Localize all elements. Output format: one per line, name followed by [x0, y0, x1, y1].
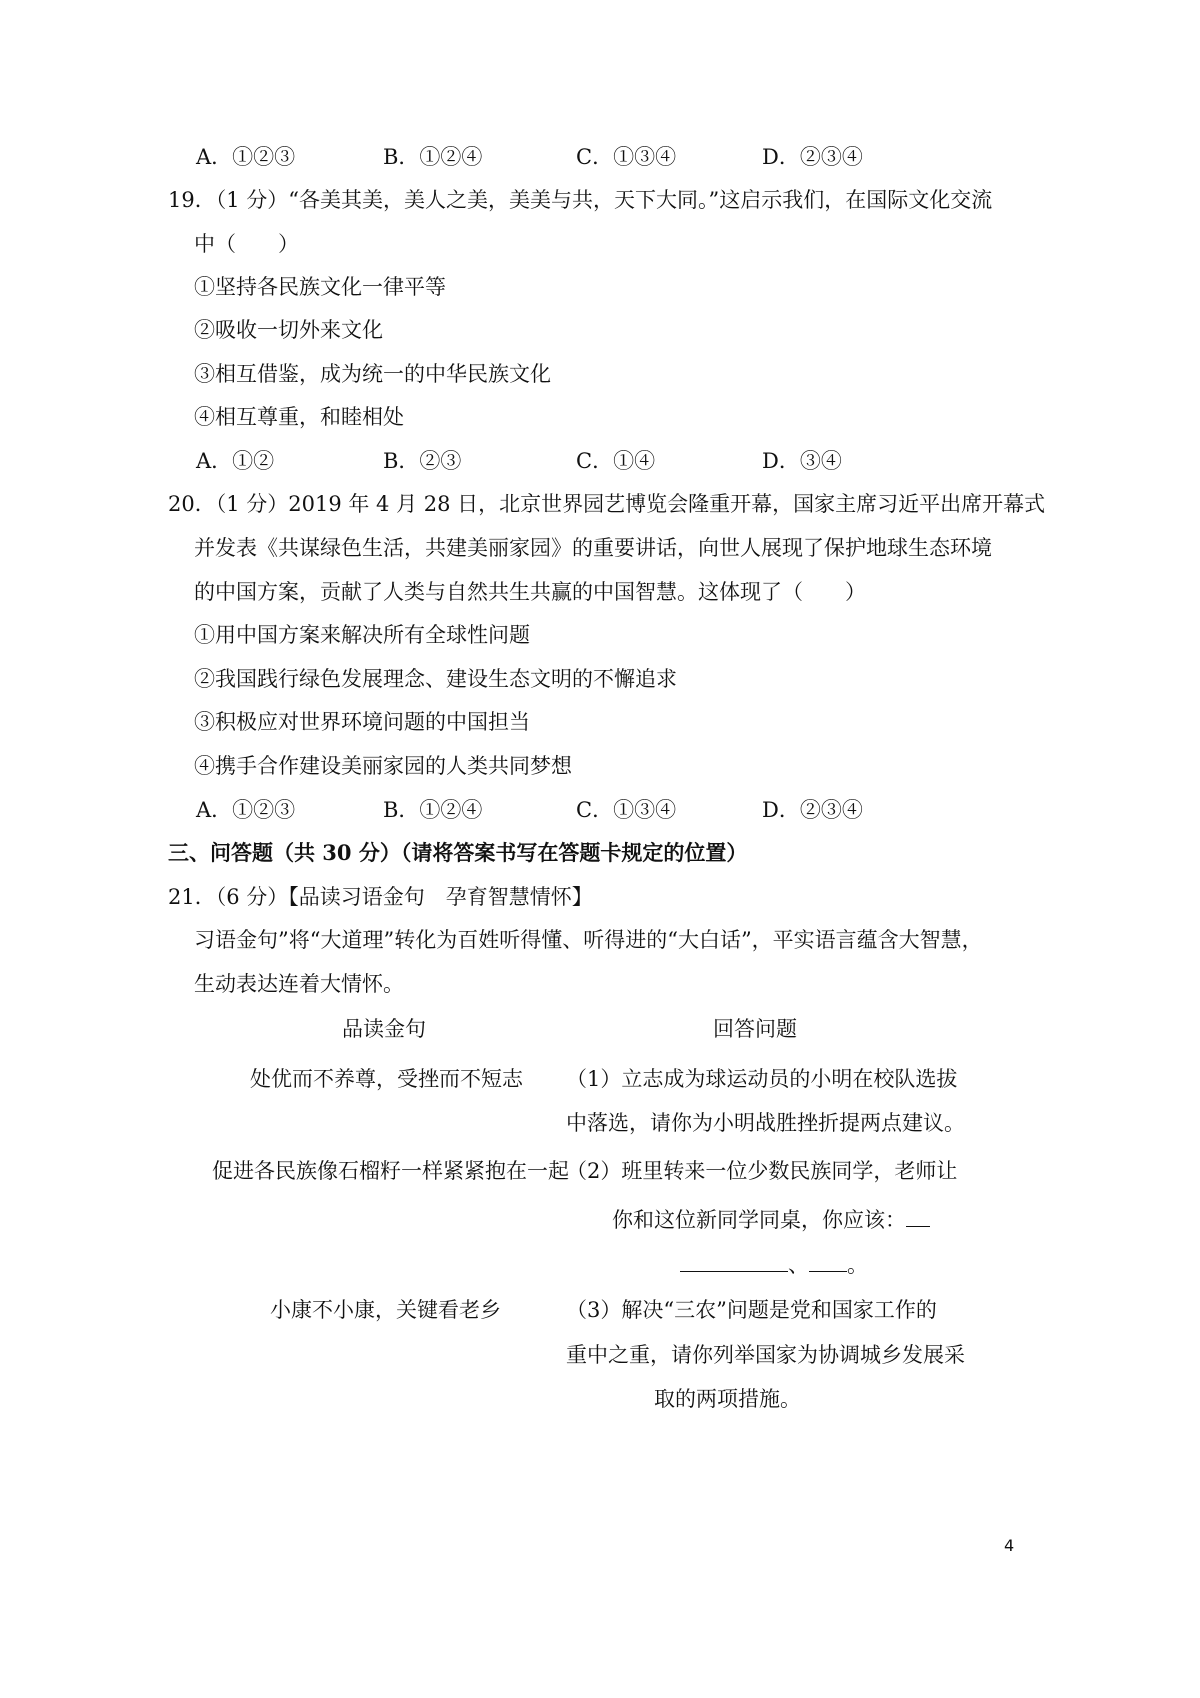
q21-intro-line2: 生动表达连着大情怀。	[194, 972, 404, 996]
q20-stem-line2: 并发表《共谋绿色生活，共建美丽家园》的重要讲话，向世人展现了保护地球生态环境	[194, 536, 992, 560]
question-row3-line2: 重中之重，请你列举国家为协调城乡发展采	[566, 1343, 965, 1367]
q19-option-a: A．①②	[196, 449, 275, 473]
question-row1-line2: 中落选，请你为小明战胜挫折提两点建议。	[566, 1111, 965, 1135]
q21-intro-line1: 习语金句”将“大道理”转化为百姓听得懂、听得进的“大白话”，平实语言蕴含大智慧，	[194, 928, 983, 952]
question-row1-line1: （1）立志成为球运动员的小明在校队选拔	[566, 1067, 958, 1091]
q18-option-a: A．①②③	[196, 145, 296, 169]
q20-option-a: A．①②③	[196, 798, 296, 822]
question-row2-line3	[680, 1249, 868, 1280]
q20-item-4: ④携手合作建设美丽家园的人类共同梦想	[194, 754, 572, 778]
quote-row2: 促进各民族像石榴籽一样紧紧抱在一起	[212, 1159, 569, 1183]
q19-item-2: ②吸收一切外来文化	[194, 318, 383, 342]
q20-item-3: ③积极应对世界环境问题的中国担当	[194, 710, 530, 734]
table-header-questions: 回答问题	[713, 1017, 797, 1041]
section-heading: 三、问答题（共 30 分）（请将答案书写在答题卡规定的位置）	[168, 840, 748, 865]
sentence-end: 。	[847, 1253, 868, 1277]
q19-options	[0, 446, 1200, 476]
question-row3-line1: （3）解决“三农”问题是党和国家工作的	[566, 1298, 937, 1322]
q20-item-1: ①用中国方案来解决所有全球性问题	[194, 623, 530, 647]
q20-option-c: C．①③④	[576, 798, 677, 822]
q19-item-4: ④相互尊重，和睦相处	[194, 405, 404, 429]
q19-option-c: C．①④	[576, 449, 656, 473]
q20-stem-line3: 的中国方案，贡献了人类与自然共生共赢的中国智慧。这体现了（ ）	[194, 580, 866, 604]
q21-title: 21．（6 分）【品读习语金句 孕育智慧情怀】	[168, 885, 593, 909]
page-number: 4	[1004, 1536, 1015, 1555]
q20-option-d: D．②③④	[762, 798, 863, 822]
q19-option-b: B．②③	[383, 449, 462, 473]
table-header-quotes: 品读金句	[342, 1017, 426, 1041]
q20-option-b: B．①②④	[383, 798, 483, 822]
quote-row3: 小康不小康，关键看老乡	[270, 1298, 501, 1322]
answer-blank[interactable]	[680, 1249, 788, 1272]
q19-item-1: ①坚持各民族文化一律平等	[194, 275, 446, 299]
q18-option-b: B．①②④	[383, 145, 483, 169]
q20-item-2: ②我国践行绿色发展理念、建设生态文明的不懈追求	[194, 667, 677, 691]
q19-stem-line2: 中（ ）	[194, 232, 299, 256]
question-row2-line2	[612, 1204, 930, 1235]
q18-options	[0, 142, 1200, 172]
question-row2-line1: （2）班里转来一位少数民族同学，老师让	[566, 1159, 958, 1183]
q20-stem-line1: 20．（1 分）2019 年 4 月 28 日，北京世界园艺博览会隆重开幕，国家主席习近平出席开幕式	[168, 492, 1046, 516]
q19-item-3: ③相互借鉴，成为统一的中华民族文化	[194, 362, 551, 386]
answer-blank[interactable]	[809, 1249, 847, 1272]
answer-blank[interactable]	[906, 1204, 930, 1227]
q18-option-d: D．②③④	[762, 145, 863, 169]
blank-separator: 、	[788, 1253, 809, 1277]
quote-row1: 处优而不养尊，受挫而不短志	[250, 1067, 523, 1091]
question-row2-line2-text: 你和这位新同学同桌，你应该：	[612, 1208, 906, 1232]
q18-option-c: C．①③④	[576, 145, 677, 169]
q19-stem-line1: 19．（1 分）“各美其美，美人之美，美美与共，天下大同。”这启示我们，在国际文化交流	[168, 188, 993, 212]
question-row3-line3: 取的两项措施。	[654, 1387, 801, 1411]
q19-option-d: D．③④	[762, 449, 842, 473]
q20-options	[0, 795, 1200, 825]
